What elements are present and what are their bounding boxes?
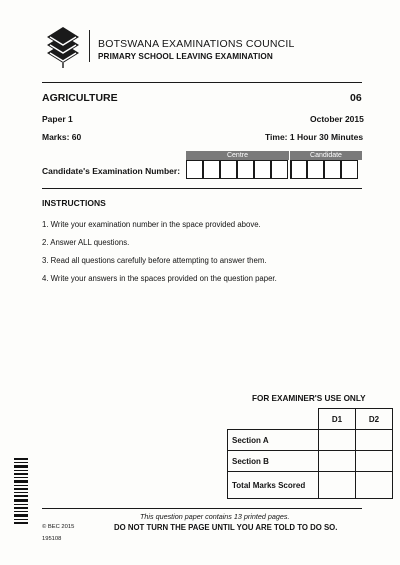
marks-cell[interactable]	[319, 451, 356, 472]
candidate-digit-box[interactable]	[324, 160, 341, 179]
instruction-item: 3. Read all questions carefully before attempting to answer them.	[42, 256, 267, 265]
instruction-item: 1. Write your examination number in the space provided above.	[42, 220, 261, 229]
column-d1: D1	[319, 409, 356, 430]
total-marks: Marks: 60	[42, 132, 82, 142]
organisation-name: BOTSWANA EXAMINATIONS COUNCIL	[98, 38, 295, 50]
centre-digit-box[interactable]	[237, 160, 254, 179]
page-count-note: This question paper contains 13 printed pages.	[140, 512, 290, 521]
row-total-marks: Total Marks Scored	[228, 472, 319, 499]
examination-name: PRIMARY SCHOOL LEAVING EXAMINATION	[98, 52, 273, 61]
exam-date: October 2015	[310, 114, 364, 124]
examiner-use-title: FOR EXAMINER'S USE ONLY	[252, 394, 366, 403]
centre-header: Centre	[186, 151, 289, 160]
instruction-item: 2. Answer ALL questions.	[42, 238, 130, 247]
footer-rule	[42, 508, 362, 509]
centre-digit-box[interactable]	[254, 160, 271, 179]
candidate-digit-box[interactable]	[341, 160, 358, 179]
candidate-number-label: Candidate's Examination Number:	[42, 166, 181, 176]
instruction-item: 4. Write your answers in the spaces provided on the question paper.	[42, 274, 277, 283]
marks-cell[interactable]	[319, 472, 356, 499]
marks-cell[interactable]	[319, 430, 356, 451]
centre-digit-box[interactable]	[203, 160, 220, 179]
examiner-marks-table	[227, 408, 393, 499]
row-section-b: Section B	[228, 451, 319, 472]
header-divider	[89, 30, 90, 62]
column-d2: D2	[356, 409, 393, 430]
paper-number: Paper 1	[42, 114, 73, 124]
row-section-a: Section A	[228, 430, 319, 451]
centre-digit-box[interactable]	[271, 160, 288, 179]
copyright: © BEC 2015	[42, 524, 75, 530]
turn-page-warning: DO NOT TURN THE PAGE UNTIL YOU ARE TOLD TO DO SO.	[114, 523, 338, 532]
subject-title: AGRICULTURE	[42, 92, 118, 104]
instructions-title: INSTRUCTIONS	[42, 198, 106, 208]
marks-cell[interactable]	[356, 430, 393, 451]
candidate-number-grid	[186, 151, 362, 179]
candidate-rule	[42, 188, 362, 189]
marks-cell[interactable]	[356, 451, 393, 472]
candidate-header: Candidate	[290, 151, 362, 160]
serial-number: 195108	[42, 536, 62, 542]
header-rule	[42, 82, 362, 83]
centre-digit-box[interactable]	[220, 160, 237, 179]
marks-cell[interactable]	[356, 472, 393, 499]
candidate-digit-box[interactable]	[307, 160, 324, 179]
candidate-digit-box[interactable]	[290, 160, 307, 179]
bec-logo	[46, 26, 80, 68]
barcode	[14, 458, 28, 526]
centre-digit-box[interactable]	[186, 160, 203, 179]
subject-code: 06	[350, 92, 362, 104]
time-allowed: Time: 1 Hour 30 Minutes	[265, 132, 364, 142]
